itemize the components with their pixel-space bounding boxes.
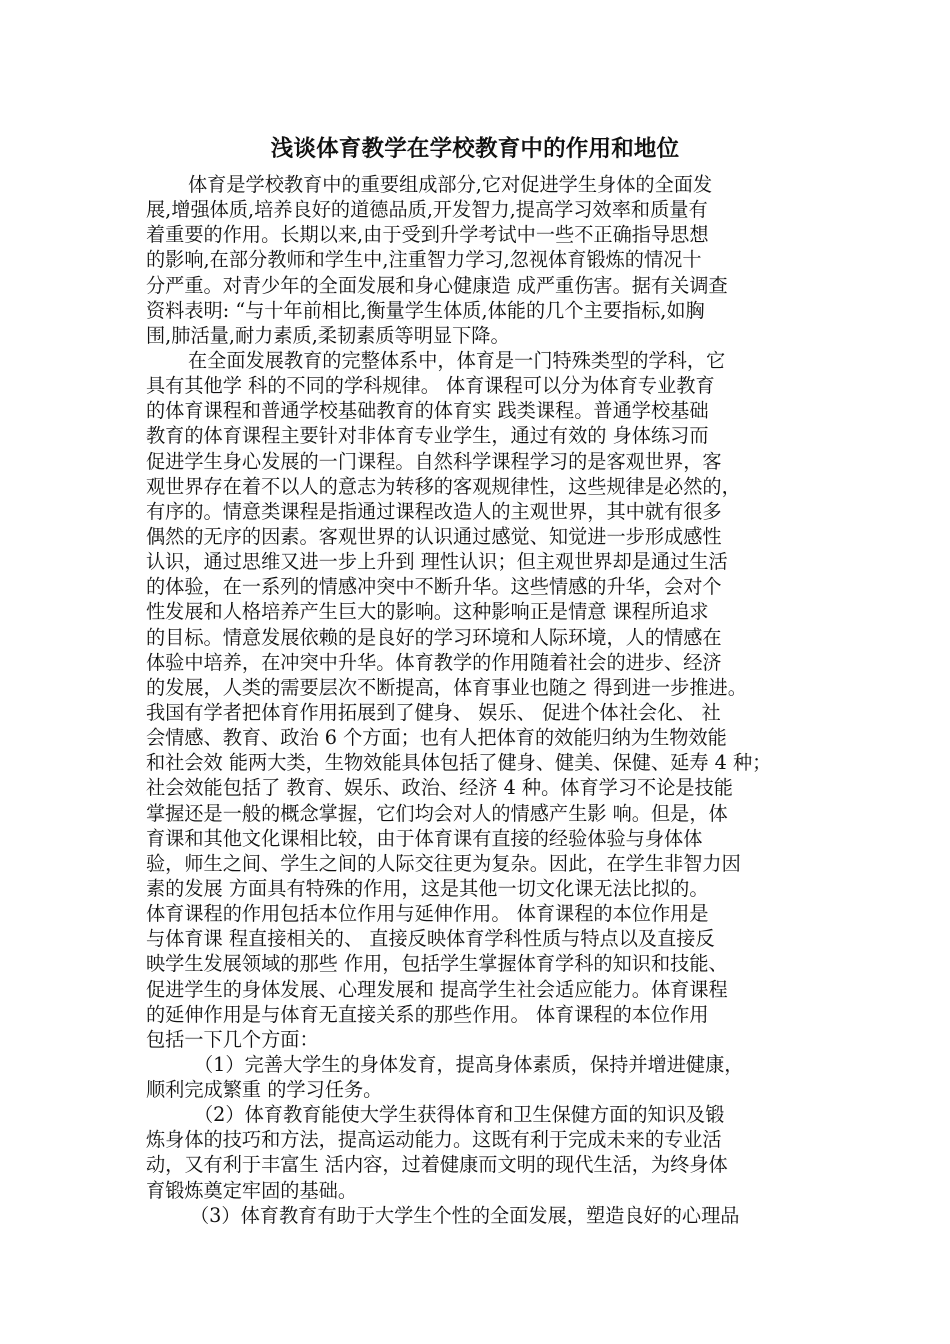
paragraph-2-line: 验，师生之间、学生之间的人际交往更为复杂。因此，在学生非智力因 <box>146 851 741 875</box>
paragraph-2-line: 体验中培养，在冲突中升华。体育教学的作用随着社会的进步、经济 <box>146 650 722 674</box>
list-item-2-line: 育锻炼奠定牢固的基础。 <box>146 1178 358 1202</box>
paragraph-2-line: 认识，通过思维又进一步上升到 理性认识；但主观世界却是通过生活 <box>146 550 728 574</box>
paragraph-1-line: 资料表明: “与十年前相比,衡量学生体质,体能的几个主要指标,如胸 <box>146 298 705 322</box>
paragraph-2-line: 映学生发展领域的那些 作用，包括学生掌握体育学科的知识和技能、 <box>146 952 728 976</box>
paragraph-1-line: 展,增强体质,培养良好的道德品质,开发智力,提高学习效率和质量有 <box>146 198 708 222</box>
paragraph-2-line: 素的发展 方面具有特殊的作用，这是其他一切文化课无法比拟的。 <box>146 876 709 900</box>
list-item-1-line: （1）完善大学生的身体发育，提高身体素质，保持并增进健康， <box>194 1052 744 1076</box>
paragraph-2-line: 促进学生的身体发展、心理发展和 提高学生社会适应能力。体育课程 <box>146 977 728 1001</box>
list-item-2-line: 动，又有利于丰富生 活内容，过着健康而文明的现代生活，为终身体 <box>146 1153 728 1177</box>
paragraph-2-line: 与体育课 程直接相关的、 直接反映体育学科性质与特点以及直接反 <box>146 927 715 951</box>
paragraph-2-line: 的目标。情意发展依赖的是良好的学习环境和人际环境，人的情感在 <box>146 625 722 649</box>
paragraph-2-line: 在全面发展教育的完整体系中，体育是一门特殊类型的学科，它 <box>188 348 726 372</box>
paragraph-2-line: 的发展，人类的需要层次不断提高，体育事业也随之 得到进一步推进。 <box>146 675 747 699</box>
paragraph-1-line: 着重要的作用。长期以来,由于受到升学考试中一些不正确指导思想 <box>146 223 709 247</box>
paragraph-1-line: 分严重。对青少年的全面发展和身心健康造 成严重伤害。据有关调查 <box>146 273 728 297</box>
paragraph-2-line: 我国有学者把体育作用拓展到了健身、 娱乐、 促进个体社会化、 社 <box>146 700 721 724</box>
paragraph-2-line: 观世界存在着不以人的意志为转移的客观规律性，这些规律是必然的， <box>146 474 741 498</box>
paragraph-2-line: 掌握还是一般的概念掌握，它们均会对人的情感产生影 响。但是，体 <box>146 801 728 825</box>
paragraph-1-line: 体育是学校教育中的重要组成部分,它对促进学生身体的全面发 <box>188 173 713 196</box>
paragraph-2-line: 性发展和人格培养产生巨大的影响。这种影响正是情意 课程所追求 <box>146 600 709 624</box>
paragraph-2-line: 包括一下几个方面： <box>146 1027 319 1051</box>
paragraph-2-line: 会情感、教育、政治 6 个方面；也有人把体育的效能归纳为生物效能 <box>146 726 727 750</box>
paragraph-2-line: 有序的。情意类课程是指通过课程改造人的主观世界，其中就有很多 <box>146 499 722 523</box>
paragraph-1-line: 的影响,在部分教师和学生中,注重智力学习,忽视体育锻炼的情况十 <box>146 248 702 272</box>
paragraph-2-line: 育课和其他文化课相比较，由于体育课有直接的经验体验与身体体 <box>146 826 703 850</box>
paragraph-2-line: 的体育课程和普通学校基础教育的体育实 践类课程。普通学校基础 <box>146 399 709 423</box>
paragraph-2-line: 的延伸作用是与体育无直接关系的那些作用。 体育课程的本位作用 <box>146 1002 709 1026</box>
paragraph-2-line: 教育的体育课程主要针对非体育专业学生，通过有效的 身体练习而 <box>146 424 709 448</box>
paragraph-2-line: 偶然的无序的因素。客观世界的认识通过感觉、知觉进一步形成感性 <box>146 524 722 548</box>
document-title: 浅谈体育教学在学校教育中的作用和地位 <box>270 136 680 162</box>
paragraph-1-line: 围,肺活量,耐力素质,柔韧素质等明显下降。 <box>146 323 510 347</box>
list-item-2-line: （2）体育教育能使大学生获得体育和卫生保健方面的知识及锻 <box>194 1103 725 1127</box>
paragraph-2-line: 具有其他学 科的不同的学科规律。 体育课程可以分为体育专业教育 <box>146 374 715 398</box>
paragraph-2-line: 促进学生身心发展的一门课程。自然科学课程学习的是客观世界，客 <box>146 449 722 473</box>
list-item-1-line: 顺利完成繁重 的学习任务。 <box>146 1078 383 1102</box>
list-item-2-line: 炼身体的技巧和方法，提高运动能力。这既有利于完成未来的专业活 <box>146 1128 722 1152</box>
document-body <box>146 172 826 1228</box>
list-item-3-line: （3）体育教育有助于大学生个性的全面发展，塑造良好的心理品 <box>190 1203 740 1227</box>
paragraph-2-line: 和社会效 能两大类，生物效能具体包括了健身、健美、保健、延寿 4 种； <box>146 751 772 775</box>
paragraph-2-line: 社会效能包括了 教育、娱乐、政治、经济 4 种。体育学习不论是技能 <box>146 776 733 800</box>
paragraph-2-line: 的体验，在一系列的情感冲突中不断升华。这些情感的升华，会对个 <box>146 575 722 599</box>
paragraph-2-line: 体育课程的作用包括本位作用与延伸作用。 体育课程的本位作用是 <box>146 902 709 926</box>
